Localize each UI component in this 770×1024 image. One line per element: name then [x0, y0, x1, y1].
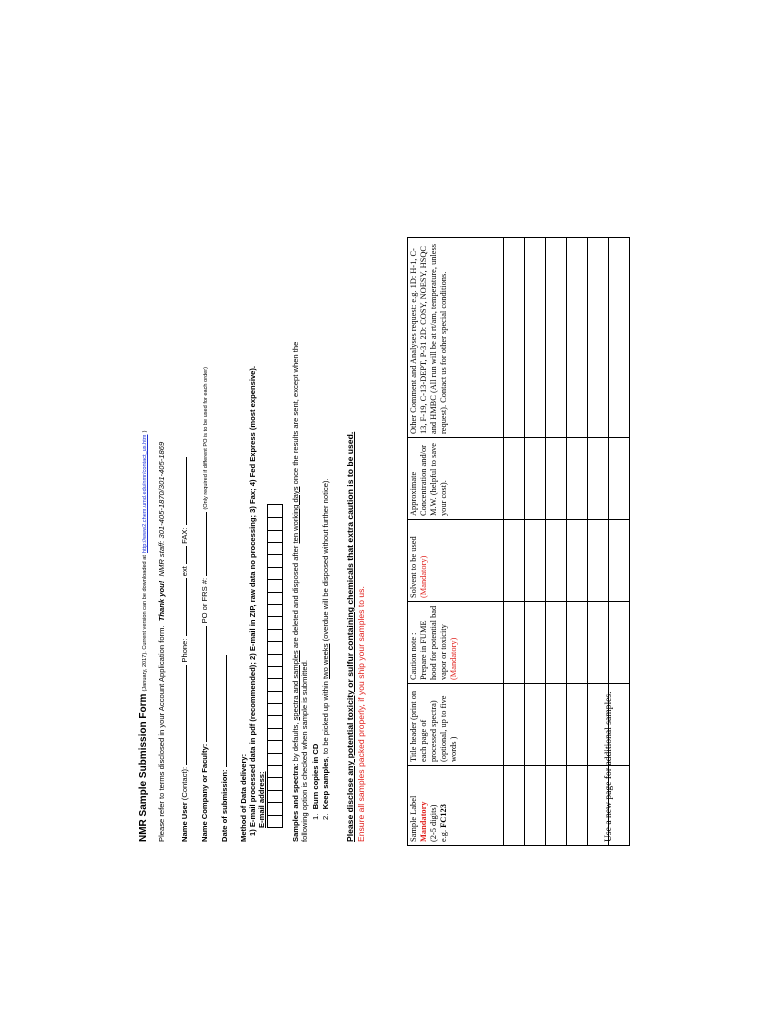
retention-t3: are deleted and disposed after: [291, 545, 300, 649]
delivery-options-row: [248, 366, 258, 836]
delivery-heading: Method of Data delivery:: [239, 753, 248, 842]
email-char-box[interactable]: [268, 629, 282, 641]
email-char-box[interactable]: [268, 802, 282, 814]
company-label: Name Company or Faculty:: [200, 743, 209, 842]
table-cell[interactable]: [567, 520, 588, 602]
email-char-box[interactable]: [268, 641, 282, 653]
ext-field[interactable]: [179, 546, 187, 564]
phone-field[interactable]: [179, 578, 187, 636]
email-char-box[interactable]: [268, 777, 282, 789]
delivery-opt2: 2) E-mail in ZIP, raw data no processing;: [248, 514, 257, 661]
header-comment: [408, 238, 504, 438]
po-label: PO or FRS #:: [200, 577, 209, 624]
retention-option-1: [311, 744, 321, 820]
table-cell[interactable]: [588, 438, 609, 520]
name-user-paren: (Contact):: [180, 766, 189, 801]
company-field[interactable]: [199, 626, 207, 742]
sample-table: [407, 237, 630, 846]
retention-opt2-a: , to be picked up within: [321, 681, 330, 759]
intro-text: Please refer to terms disclosed in your Account Application form.: [157, 625, 166, 842]
table-cell[interactable]: [504, 438, 525, 520]
table-cell[interactable]: [567, 438, 588, 520]
table-cell[interactable]: [546, 520, 567, 602]
header-solvent: [408, 520, 504, 602]
email-char-box[interactable]: [268, 728, 282, 740]
table-cell[interactable]: [504, 602, 525, 684]
table-row: [525, 238, 546, 846]
date-row: [219, 655, 230, 842]
warning-sub: Ensure all samples packed properly, if you ship your samples to us.: [356, 586, 366, 842]
email-char-box[interactable]: [268, 505, 282, 517]
footer-note: Use a new page for additional samples.: [603, 691, 614, 842]
email-char-box[interactable]: [268, 554, 282, 566]
fax-field[interactable]: [179, 457, 187, 525]
date-note: (January, 2017). Current version can be downloaded at: [142, 555, 148, 692]
email-char-box[interactable]: [268, 542, 282, 554]
table-cell[interactable]: [567, 238, 588, 438]
email-char-box[interactable]: [268, 592, 282, 604]
name-user-row: [179, 457, 190, 842]
email-char-box[interactable]: [268, 715, 282, 727]
warning-heading-row: [345, 432, 357, 842]
email-char-box[interactable]: [268, 517, 282, 529]
header-sample-label: [408, 766, 504, 846]
email-char-box[interactable]: [268, 579, 282, 591]
caution-text: Caution note : Prepare in FUME hood for potential bad vapor or toxicity: [409, 605, 448, 680]
header-caution: [408, 602, 504, 684]
table-cell[interactable]: [546, 438, 567, 520]
table-cell[interactable]: [588, 602, 609, 684]
caution-mandatory: (Mandatory): [448, 637, 458, 680]
sample-label-text: Sample Label: [409, 795, 418, 842]
retention-opt1: Burn copies in CD: [311, 743, 320, 810]
phone-label: Phone:: [180, 638, 189, 663]
thank-you: Thank you!: [157, 580, 166, 622]
title-header-text: Title header (print on each page of processed spectra) (optional, up to five words ): [409, 690, 458, 762]
po-note: (Only required if different PO is to be used for each order): [203, 366, 209, 510]
table-cell[interactable]: [567, 602, 588, 684]
table-cell[interactable]: [504, 238, 525, 438]
example-prefix: e.g.: [438, 829, 448, 842]
table-cell[interactable]: [504, 520, 525, 602]
table-cell[interactable]: [546, 602, 567, 684]
table-cell[interactable]: [609, 602, 630, 684]
email-label: E-mail address:: [257, 771, 266, 828]
solvent-text: Solvent to be used: [409, 536, 418, 598]
table-cell[interactable]: [609, 520, 630, 602]
header-title: [408, 684, 504, 766]
retention-opt2-b: two weeks: [321, 643, 330, 679]
warning-heading: Please disclose any potential toxicity or sulfur containing chemicals that extra caution is to be used.: [345, 431, 355, 842]
digits-text: (2-5 digits): [428, 804, 438, 842]
rotated-form-page: [135, 150, 635, 850]
retention-lead: Samples and spectra:: [291, 763, 300, 842]
ext-label: ext: [180, 566, 189, 577]
table-header-row: [408, 238, 504, 846]
table-cell[interactable]: [546, 684, 567, 766]
table-cell[interactable]: [588, 520, 609, 602]
email-char-box[interactable]: [268, 654, 282, 666]
table-cell[interactable]: [609, 438, 630, 520]
solvent-mandatory: (Mandatory): [418, 555, 428, 598]
table-row: [504, 238, 525, 846]
email-char-box[interactable]: [268, 616, 282, 628]
email-char-box[interactable]: [268, 567, 282, 579]
table-cell[interactable]: [525, 438, 546, 520]
form-title: NMR Sample Submission Form: [138, 693, 149, 842]
table-cell[interactable]: [525, 684, 546, 766]
delivery-opt1: 1) E-mail processed data in pdf (recommended);: [248, 662, 257, 836]
table-cell[interactable]: [546, 766, 567, 846]
intro-line: [157, 442, 167, 842]
email-address-boxes[interactable]: [267, 504, 283, 828]
po-field[interactable]: [199, 512, 207, 576]
delivery-opt4: 4) Fed Express (most expensive).: [248, 365, 257, 487]
email-char-box[interactable]: [268, 753, 282, 765]
warning-sub-row: [356, 586, 368, 842]
date-label: Date of submission:: [220, 769, 229, 842]
retention-t6: following option is checked when sample is submitted.: [300, 660, 309, 842]
table-cell[interactable]: [504, 766, 525, 846]
table-cell[interactable]: [567, 684, 588, 766]
email-char-box[interactable]: [268, 604, 282, 616]
table-cell[interactable]: [525, 238, 546, 438]
table-cell[interactable]: [546, 238, 567, 438]
name-user-label: Name User: [180, 802, 189, 842]
header-concentration: [408, 438, 504, 520]
date-field[interactable]: [219, 655, 227, 767]
table-cell[interactable]: [609, 238, 630, 438]
retention-line-2: [300, 660, 310, 842]
concentration-text: Approximate Concentration and/or M.W. (helpful to save your cost).: [409, 443, 448, 516]
table-cell[interactable]: [525, 520, 546, 602]
form-header: [137, 431, 151, 842]
mandatory-text: Mandatory: [418, 801, 428, 842]
table-cell[interactable]: [504, 684, 525, 766]
staff-phones: NMR staff: 301-405-1870/301-405-1869: [157, 441, 166, 577]
download-link[interactable]: http://www2.chem.umd.edu/nmr/contact_us.htm: [142, 434, 148, 553]
paren-close: ): [142, 430, 148, 433]
table-row: [567, 238, 588, 846]
retention-t5: once the results are sent, except when the: [291, 341, 300, 485]
email-char-box[interactable]: [268, 678, 282, 690]
retention-opt2-c: (overdue will be disposed without further notice).: [321, 478, 330, 642]
table-cell[interactable]: [567, 766, 588, 846]
table-cell[interactable]: [525, 766, 546, 846]
retention-opt2-bold: Keep samples: [321, 758, 330, 810]
email-char-box[interactable]: [268, 790, 282, 802]
comment-text: Other Comment and Analyses request: e.g. 1D: H-1, C-13, F-19, C-13-DEPT, P-31 2D: COSY, NOESY, HSQC and HMBC (All run will be at rt/am, temperature, unless request). Contact us for other special conditions.: [409, 243, 448, 434]
retention-opt2-num: 2.: [321, 813, 330, 820]
email-char-box[interactable]: [268, 530, 282, 542]
email-char-box[interactable]: [268, 691, 282, 703]
email-label-row: [257, 771, 267, 828]
delivery-opt3: 3) Fax;: [248, 488, 257, 513]
retention-option-2: [321, 478, 331, 820]
email-char-box[interactable]: [268, 666, 282, 678]
email-char-box[interactable]: [268, 740, 282, 752]
fax-label: FAX:: [180, 527, 189, 544]
email-char-box[interactable]: [268, 765, 282, 777]
retention-t4: ten working days: [291, 486, 300, 544]
name-user-field[interactable]: [179, 665, 187, 765]
example-code: FC123: [438, 804, 448, 828]
table-cell[interactable]: [588, 238, 609, 438]
email-char-box[interactable]: [268, 815, 282, 827]
email-char-box[interactable]: [268, 703, 282, 715]
retention-opt1-num: 1.: [311, 813, 320, 820]
retention-t1: by defaults,: [291, 722, 300, 762]
company-row: [199, 367, 211, 842]
table-row: [546, 238, 567, 846]
table-cell[interactable]: [525, 602, 546, 684]
retention-t2: spectra and samples: [291, 650, 300, 721]
